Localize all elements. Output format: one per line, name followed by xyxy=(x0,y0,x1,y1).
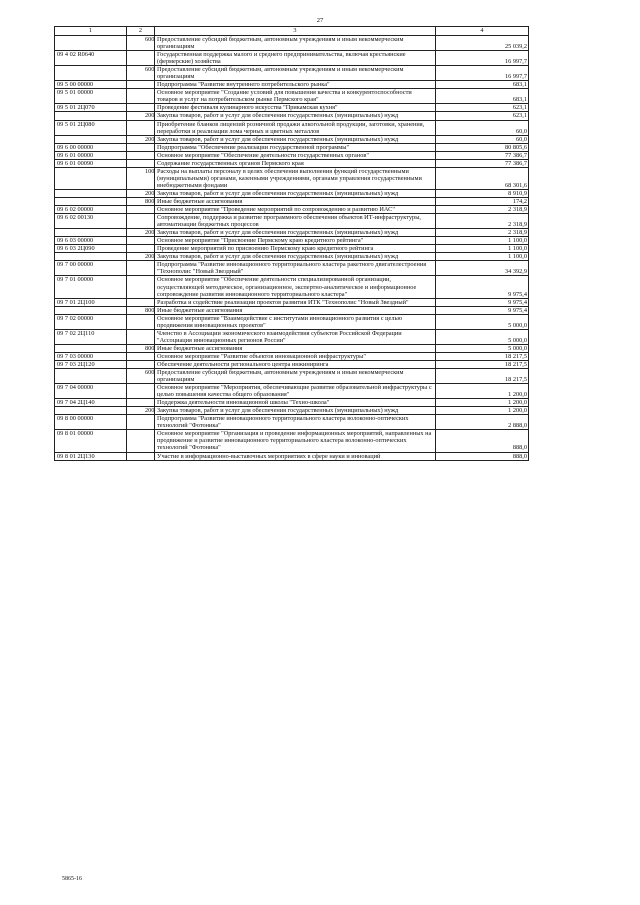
item-name-cell: Проведение мероприятий по присвоению Пермскому краю кредитного рейтинга xyxy=(155,245,436,253)
expense-type-cell xyxy=(127,261,155,276)
item-name-cell: Приобретение бланков лицензий розничной продажи алкогольной продукции, заготовки, хранения, переработки и реализации лома черных и цветных металлов xyxy=(155,120,436,135)
target-code-cell: 09 7 01 00000 xyxy=(55,276,127,298)
target-code-cell xyxy=(55,253,127,261)
expense-type-cell xyxy=(127,143,155,151)
amount-cell: 623,1 xyxy=(436,112,529,120)
amount-cell: 174,2 xyxy=(436,197,529,205)
item-name-cell: Подпрограмма "Развитие внутреннего потребительского рынка" xyxy=(155,81,436,89)
amount-cell: 16 997,7 xyxy=(436,66,529,81)
target-code-cell: 09 7 02 2Ц110 xyxy=(55,329,127,344)
item-name-cell: Закупка товаров, работ и услуг для обеспечения государственных (муниципальных) нужд xyxy=(155,407,436,415)
table-row xyxy=(55,344,529,352)
item-name-cell: Основное мероприятие "Мероприятия, обеспечивающие развитие образовательной инфраструктуры с целью повышения качества общего образования" xyxy=(155,384,436,399)
table-row xyxy=(55,430,529,452)
amount-cell: 2 318,9 xyxy=(436,229,529,237)
target-code-cell xyxy=(55,344,127,352)
table-row xyxy=(55,306,529,314)
table-row xyxy=(55,369,529,384)
table-row xyxy=(55,151,529,159)
item-name-cell: Закупка товаров, работ и услуг для обеспечения государственных (муниципальных) нужд xyxy=(155,229,436,237)
table-row xyxy=(55,51,529,66)
table-row xyxy=(55,159,529,167)
table-row xyxy=(55,135,529,143)
item-name-cell: Разработка и содействие реализации проектов развития ИТК "Технополис "Новый Звездный" xyxy=(155,298,436,306)
expense-type-cell xyxy=(127,214,155,229)
expense-type-cell xyxy=(127,329,155,344)
table-row xyxy=(55,104,529,112)
expense-type-cell xyxy=(127,298,155,306)
amount-cell: 80 805,6 xyxy=(436,143,529,151)
target-code-cell xyxy=(55,189,127,197)
column-1-header: 1 xyxy=(55,27,127,36)
table-row xyxy=(55,214,529,229)
table-row xyxy=(55,197,529,205)
target-code-cell: 09 5 00 00000 xyxy=(55,81,127,89)
expense-type-cell: 800 xyxy=(127,197,155,205)
page-number: 27 xyxy=(316,17,324,24)
item-name-cell: Иные бюджетные ассигнования xyxy=(155,344,436,352)
item-name-cell: Иные бюджетные ассигнования xyxy=(155,306,436,314)
target-code-cell xyxy=(55,229,127,237)
column-2-header: 2 xyxy=(127,27,155,36)
amount-cell: 68 301,6 xyxy=(436,167,529,189)
item-name-cell: Предоставление субсидий бюджетным, автономным учреждениям и иным некоммерческим организациям xyxy=(155,66,436,81)
budget-table xyxy=(54,26,529,461)
target-code-cell xyxy=(55,306,127,314)
expense-type-cell: 200 xyxy=(127,135,155,143)
item-name-cell: Основное мероприятие "Обеспечение деятельности государственных органов" xyxy=(155,151,436,159)
table-row xyxy=(55,352,529,360)
amount-cell: 18 217,5 xyxy=(436,369,529,384)
item-name-cell: Предоставление субсидий бюджетным, автономным учреждениям и иным некоммерческим организациям xyxy=(155,369,436,384)
item-name-cell: Поддержка деятельности инновационной школы "Техно-школа" xyxy=(155,399,436,407)
target-code-cell xyxy=(55,167,127,189)
amount-cell: 1 100,0 xyxy=(436,245,529,253)
amount-cell: 5 000,0 xyxy=(436,314,529,329)
expense-type-cell xyxy=(127,151,155,159)
amount-cell: 34 392,9 xyxy=(436,261,529,276)
expense-type-cell xyxy=(127,430,155,452)
expense-type-cell: 600 xyxy=(127,66,155,81)
item-name-cell: Проведение фестиваля кулинарного искусства "Прикамская кухня" xyxy=(155,104,436,112)
expense-type-cell: 600 xyxy=(127,369,155,384)
amount-cell: 25 039,2 xyxy=(436,36,529,51)
table-row xyxy=(55,229,529,237)
item-name-cell: Содержание государственных органов Пермского края xyxy=(155,159,436,167)
column-4-header: 4 xyxy=(436,27,529,36)
table-row xyxy=(55,452,529,460)
target-code-cell xyxy=(55,407,127,415)
item-name-cell: Обеспечение деятельности регионального центра инжиниринга xyxy=(155,360,436,368)
column-number-header xyxy=(55,27,529,36)
expense-type-cell: 100 xyxy=(127,167,155,189)
expense-type-cell: 800 xyxy=(127,306,155,314)
table-row xyxy=(55,120,529,135)
item-name-cell: Членство в Ассоциации экономического взаимодействия субъектов Российской Федерации "Ассоциация инновационных регионов России" xyxy=(155,329,436,344)
amount-cell: 18 217,5 xyxy=(436,352,529,360)
target-code-cell: 09 7 00 00000 xyxy=(55,261,127,276)
expense-type-cell xyxy=(127,415,155,430)
document-code: 5865-16 xyxy=(62,876,82,882)
item-name-cell: Основное мероприятие "Проведение мероприятий по сопровождению и развитию ИАС" xyxy=(155,206,436,214)
target-code-cell: 09 8 01 00000 xyxy=(55,430,127,452)
expense-type-cell xyxy=(127,276,155,298)
expense-type-cell xyxy=(127,245,155,253)
expense-type-cell xyxy=(127,384,155,399)
expense-type-cell: 800 xyxy=(127,344,155,352)
amount-cell: 18 217,5 xyxy=(436,360,529,368)
expense-type-cell xyxy=(127,399,155,407)
expense-type-cell xyxy=(127,104,155,112)
table-row xyxy=(55,276,529,298)
target-code-cell xyxy=(55,36,127,51)
amount-cell: 888,0 xyxy=(436,430,529,452)
target-code-cell: 09 6 02 00130 xyxy=(55,214,127,229)
amount-cell: 9 975,4 xyxy=(436,298,529,306)
expense-type-cell xyxy=(127,51,155,66)
amount-cell: 5 000,0 xyxy=(436,344,529,352)
item-name-cell: Основное мероприятие "Создание условий для повышения качества и конкурентоспособности товаров и услуг на потребительском рынке Пермского края" xyxy=(155,89,436,104)
table-row xyxy=(55,89,529,104)
amount-cell: 60,0 xyxy=(436,120,529,135)
target-code-cell xyxy=(55,112,127,120)
target-code-cell: 09 7 04 00000 xyxy=(55,384,127,399)
table-row xyxy=(55,314,529,329)
target-code-cell: 09 6 01 00000 xyxy=(55,151,127,159)
item-name-cell: Закупка товаров, работ и услуг для обеспечения государственных (муниципальных) нужд xyxy=(155,253,436,261)
item-name-cell: Иные бюджетные ассигнования xyxy=(155,197,436,205)
item-name-cell: Участие в информационно-выставочных мероприятиях в сфере науки и инноваций xyxy=(155,452,436,460)
item-name-cell: Закупка товаров, работ и услуг для обеспечения государственных (муниципальных) нужд xyxy=(155,189,436,197)
expense-type-cell xyxy=(127,237,155,245)
amount-cell: 16 997,7 xyxy=(436,51,529,66)
item-name-cell: Подпрограмма "Развитие инновационного территориального кластера ракетного двигателестроения "Технополис "Новый Звездный" xyxy=(155,261,436,276)
amount-cell: 8 910,9 xyxy=(436,189,529,197)
item-name-cell: Государственная поддержка малого и среднего предпринимательства, включая крестьянские (фермерские) хозяйства xyxy=(155,51,436,66)
item-name-cell: Основное мероприятие "Развитие объектов инновационной инфраструктуры" xyxy=(155,352,436,360)
expense-type-cell: 200 xyxy=(127,407,155,415)
item-name-cell: Основное мероприятие "Организация и проведение информационных мероприятий, направленных на продвижение и развитие инновационного территориального кластера волоконно-оптических технологий "Фотоника" xyxy=(155,430,436,452)
amount-cell: 2 318,9 xyxy=(436,214,529,229)
target-code-cell xyxy=(55,135,127,143)
column-3-header: 3 xyxy=(155,27,436,36)
expense-type-cell xyxy=(127,89,155,104)
table-row xyxy=(55,298,529,306)
amount-cell: 9 975,4 xyxy=(436,276,529,298)
amount-cell: 2 318,9 xyxy=(436,206,529,214)
expense-type-cell xyxy=(127,360,155,368)
amount-cell: 888,0 xyxy=(436,452,529,460)
expense-type-cell xyxy=(127,120,155,135)
table-row xyxy=(55,407,529,415)
table-row xyxy=(55,36,529,51)
table-body xyxy=(55,36,529,461)
amount-cell: 9 975,4 xyxy=(436,306,529,314)
amount-cell: 77 386,7 xyxy=(436,159,529,167)
expense-type-cell: 200 xyxy=(127,112,155,120)
target-code-cell: 09 6 00 00000 xyxy=(55,143,127,151)
amount-cell: 1 100,0 xyxy=(436,253,529,261)
amount-cell: 1 200,0 xyxy=(436,407,529,415)
amount-cell: 1 200,0 xyxy=(436,399,529,407)
table-row xyxy=(55,360,529,368)
target-code-cell: 09 7 04 2Ц140 xyxy=(55,399,127,407)
target-code-cell: 09 7 02 00000 xyxy=(55,314,127,329)
target-code-cell xyxy=(55,197,127,205)
item-name-cell: Закупка товаров, работ и услуг для обеспечения государственных (муниципальных) нужд xyxy=(155,135,436,143)
target-code-cell xyxy=(55,369,127,384)
item-name-cell: Предоставление субсидий бюджетным, автономным учреждениям и иным некоммерческим организациям xyxy=(155,36,436,51)
table-row xyxy=(55,415,529,430)
amount-cell: 1 200,0 xyxy=(436,384,529,399)
expense-type-cell: 600 xyxy=(127,36,155,51)
table-row xyxy=(55,66,529,81)
expense-type-cell: 200 xyxy=(127,229,155,237)
item-name-cell: Основное мероприятие "Присвоение Пермскому краю кредитного рейтинга" xyxy=(155,237,436,245)
target-code-cell: 09 6 02 00000 xyxy=(55,206,127,214)
table-row xyxy=(55,384,529,399)
item-name-cell: Основное мероприятие "Обеспечение деятельности специализированной организации, осуществляющей методическое, организационное, экспертно-аналитическое и информационное сопровождение развития инновационного территориального кластера" xyxy=(155,276,436,298)
expense-type-cell xyxy=(127,314,155,329)
item-name-cell: Подпрограмма "Развитие инновационного территориального кластера волоконно-оптических технологий "Фотоника" xyxy=(155,415,436,430)
expense-type-cell xyxy=(127,81,155,89)
target-code-cell: 09 7 01 2Ц100 xyxy=(55,298,127,306)
table-row xyxy=(55,245,529,253)
table-row xyxy=(55,206,529,214)
amount-cell: 1 100,0 xyxy=(436,237,529,245)
table-row xyxy=(55,81,529,89)
item-name-cell: Подпрограмма "Обеспечение реализации государственной программы" xyxy=(155,143,436,151)
amount-cell: 683,1 xyxy=(436,89,529,104)
target-code-cell: 09 7 03 2Ц120 xyxy=(55,360,127,368)
target-code-cell: 09 6 01 00090 xyxy=(55,159,127,167)
table-row xyxy=(55,112,529,120)
item-name-cell: Сопровождение, поддержка и развитие программного обеспечения объектов ИТ-инфраструктуры, автоматизации бюджетных процессов xyxy=(155,214,436,229)
amount-cell: 623,1 xyxy=(436,104,529,112)
expense-type-cell xyxy=(127,352,155,360)
target-code-cell: 09 7 03 00000 xyxy=(55,352,127,360)
expense-type-cell: 200 xyxy=(127,253,155,261)
table-row xyxy=(55,329,529,344)
table-row xyxy=(55,253,529,261)
table-row xyxy=(55,189,529,197)
target-code-cell: 09 5 01 2Ц080 xyxy=(55,120,127,135)
expense-type-cell xyxy=(127,206,155,214)
amount-cell: 2 888,0 xyxy=(436,415,529,430)
table-row xyxy=(55,261,529,276)
expense-type-cell xyxy=(127,159,155,167)
item-name-cell: Основное мероприятие "Взаимодействие с институтами инновационного развития с целью продвижения инновационных проектов" xyxy=(155,314,436,329)
target-code-cell: 09 4 02 R0640 xyxy=(55,51,127,66)
amount-cell: 77 386,7 xyxy=(436,151,529,159)
table-row xyxy=(55,143,529,151)
table-row xyxy=(55,399,529,407)
item-name-cell: Закупка товаров, работ и услуг для обеспечения государственных (муниципальных) нужд xyxy=(155,112,436,120)
amount-cell: 60,0 xyxy=(436,135,529,143)
expense-type-cell xyxy=(127,452,155,460)
target-code-cell: 09 6 03 00000 xyxy=(55,237,127,245)
amount-cell: 683,1 xyxy=(436,81,529,89)
target-code-cell: 09 5 01 2Ц070 xyxy=(55,104,127,112)
expense-type-cell: 200 xyxy=(127,189,155,197)
table-row xyxy=(55,167,529,189)
amount-cell: 5 000,0 xyxy=(436,329,529,344)
target-code-cell xyxy=(55,66,127,81)
target-code-cell: 09 8 00 00000 xyxy=(55,415,127,430)
table-row xyxy=(55,237,529,245)
item-name-cell: Расходы на выплаты персоналу в целях обеспечения выполнения функций государственными (муниципальными) органами, казенными учреждениями, органами управления государственными внебюджетными фондами xyxy=(155,167,436,189)
target-code-cell: 09 5 01 00000 xyxy=(55,89,127,104)
target-code-cell: 09 8 01 2Ц130 xyxy=(55,452,127,460)
target-code-cell: 09 6 03 2Ц090 xyxy=(55,245,127,253)
